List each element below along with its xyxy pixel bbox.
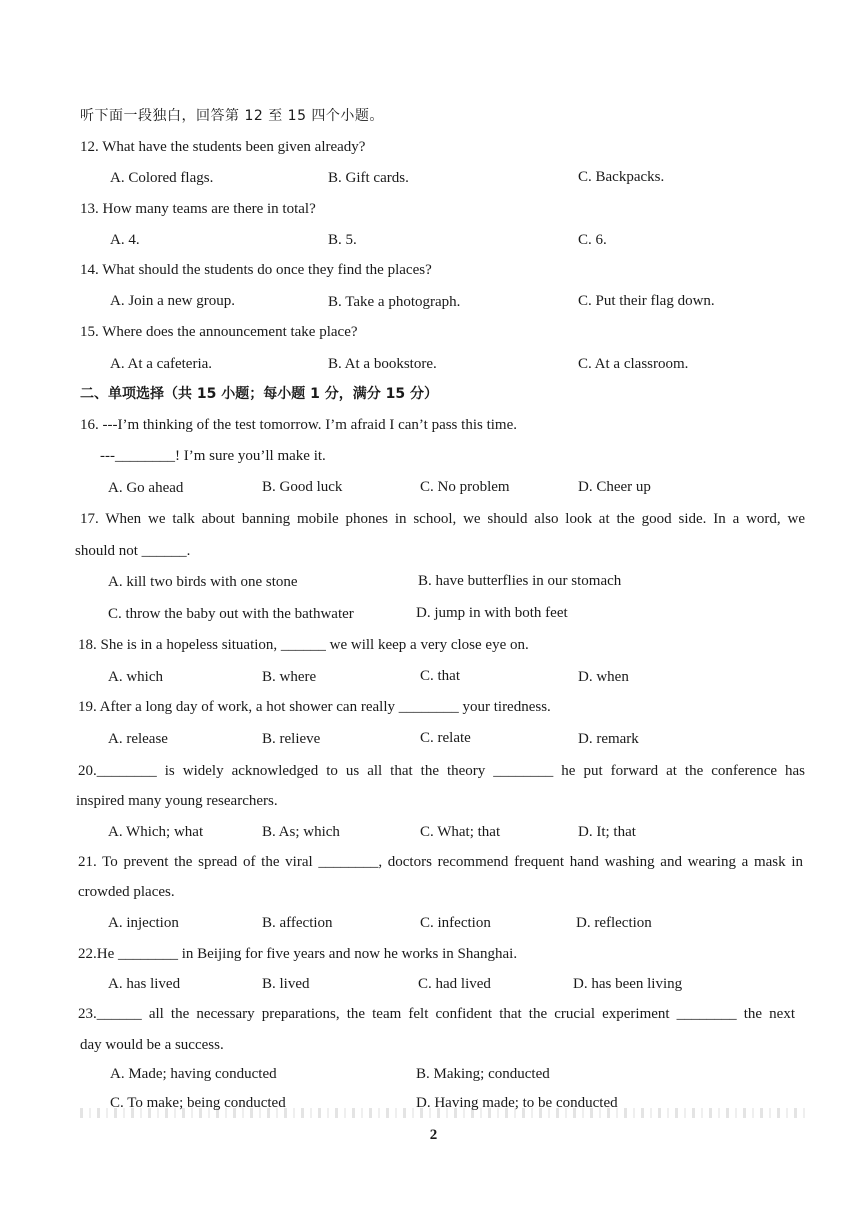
q18-option-d[interactable]: D. when [578, 669, 629, 685]
section-two-heading: 二、单项选择（共 15 小题；每小题 1 分，满分 15 分） [80, 386, 438, 402]
question-21-stem-line2: crowded places. [78, 884, 175, 900]
q15-option-c[interactable]: C. At a classroom. [578, 356, 689, 372]
question-20-stem-line2: inspired many young researchers. [76, 793, 278, 809]
q21-option-d[interactable]: D. reflection [576, 915, 652, 931]
scan-noise-line [80, 1108, 810, 1118]
q16-option-c[interactable]: C. No problem [420, 479, 510, 495]
q19-option-c[interactable]: C. relate [420, 730, 471, 746]
q14-option-a[interactable]: A. Join a new group. [110, 293, 235, 309]
q14-option-b[interactable]: B. Take a photograph. [328, 294, 461, 310]
question-23-stem: 23.______ all the necessary preparations, the team felt confident that the crucial experiment ________ the next [78, 1006, 795, 1022]
q15-option-a[interactable]: A. At a cafeteria. [110, 356, 213, 372]
q19-option-d[interactable]: D. remark [578, 731, 639, 747]
q15-option-b[interactable]: B. At a bookstore. [328, 356, 437, 372]
q20-option-d[interactable]: D. It; that [578, 824, 636, 840]
question-23-stem-line2: day would be a success. [80, 1037, 224, 1053]
question-17-stem: 17. When we talk about banning mobile phones in school, we should also look at the good side. In a word, we [80, 511, 805, 527]
q20-option-b[interactable]: B. As; which [262, 824, 340, 840]
q18-option-a[interactable]: A. which [108, 669, 163, 685]
question-17-stem-line2: should not ______. [75, 543, 191, 559]
q12-option-b[interactable]: B. Gift cards. [328, 170, 409, 186]
q22-option-d[interactable]: D. has been living [573, 976, 683, 992]
q23-option-b[interactable]: B. Making; conducted [416, 1066, 550, 1082]
question-16-stem-line2: ---________! I’m sure you’ll make it. [100, 448, 326, 464]
q21-option-a[interactable]: A. injection [108, 915, 179, 931]
q20-option-a[interactable]: A. Which; what [108, 824, 204, 840]
q22-option-c[interactable]: C. had lived [418, 976, 491, 992]
q18-option-c[interactable]: C. that [420, 668, 460, 684]
question-19-stem: 19. After a long day of work, a hot shower can really ________ your tiredness. [78, 699, 551, 715]
q13-option-c[interactable]: C. 6. [578, 232, 607, 248]
q16-option-b[interactable]: B. Good luck [262, 479, 343, 495]
q23-option-c[interactable]: C. To make; being conducted [110, 1095, 286, 1111]
q19-option-a[interactable]: A. release [108, 731, 168, 747]
q22-option-a[interactable]: A. has lived [108, 976, 181, 992]
question-14-stem: 14. What should the students do once they find the places? [80, 262, 432, 278]
q21-option-b[interactable]: B. affection [262, 915, 333, 931]
q22-option-b[interactable]: B. lived [262, 976, 310, 992]
q14-option-c[interactable]: C. Put their flag down. [578, 293, 715, 309]
question-15-stem: 15. Where does the announcement take place? [80, 324, 358, 340]
q12-option-a[interactable]: A. Colored flags. [110, 170, 214, 186]
question-22-stem: 22.He ________ in Beijing for five years and now he works in Shanghai. [78, 946, 518, 962]
q13-option-b[interactable]: B. 5. [328, 232, 357, 248]
question-21-stem: 21. To prevent the spread of the viral ________, doctors recommend frequent hand washing and wearing a mask in [78, 854, 803, 870]
q23-option-a[interactable]: A. Made; having conducted [110, 1066, 277, 1082]
q17-option-c[interactable]: C. throw the baby out with the bathwater [108, 606, 354, 622]
q13-option-a[interactable]: A. 4. [110, 232, 140, 248]
q17-option-d[interactable]: D. jump in with both feet [416, 605, 568, 621]
q17-option-a[interactable]: A. kill two birds with one stone [108, 574, 298, 590]
page-number: 2 [429, 1127, 438, 1143]
q16-option-d[interactable]: D. Cheer up [578, 479, 651, 495]
question-12-stem: 12. What have the students been given already? [80, 139, 366, 155]
question-16-stem: 16. ---I’m thinking of the test tomorrow. I’m afraid I can’t pass this time. [80, 417, 517, 433]
q12-option-c[interactable]: C. Backpacks. [578, 169, 665, 185]
question-20-stem: 20.________ is widely acknowledged to us all that the theory ________ he put forward at the conference has [78, 763, 805, 779]
q17-option-b[interactable]: B. have butterflies in our stomach [418, 573, 622, 589]
question-13-stem: 13. How many teams are there in total? [80, 201, 316, 217]
q23-option-d[interactable]: D. Having made; to be conducted [416, 1095, 618, 1111]
q18-option-b[interactable]: B. where [262, 669, 317, 685]
listening-instruction: 听下面一段独白，回答第 12 至 15 四个小题。 [80, 108, 384, 124]
q20-option-c[interactable]: C. What; that [420, 824, 501, 840]
q21-option-c[interactable]: C. infection [420, 915, 491, 931]
question-18-stem: 18. She is in a hopeless situation, ______ we will keep a very close eye on. [78, 637, 529, 653]
q16-option-a[interactable]: A. Go ahead [108, 480, 184, 496]
q19-option-b[interactable]: B. relieve [262, 731, 321, 747]
